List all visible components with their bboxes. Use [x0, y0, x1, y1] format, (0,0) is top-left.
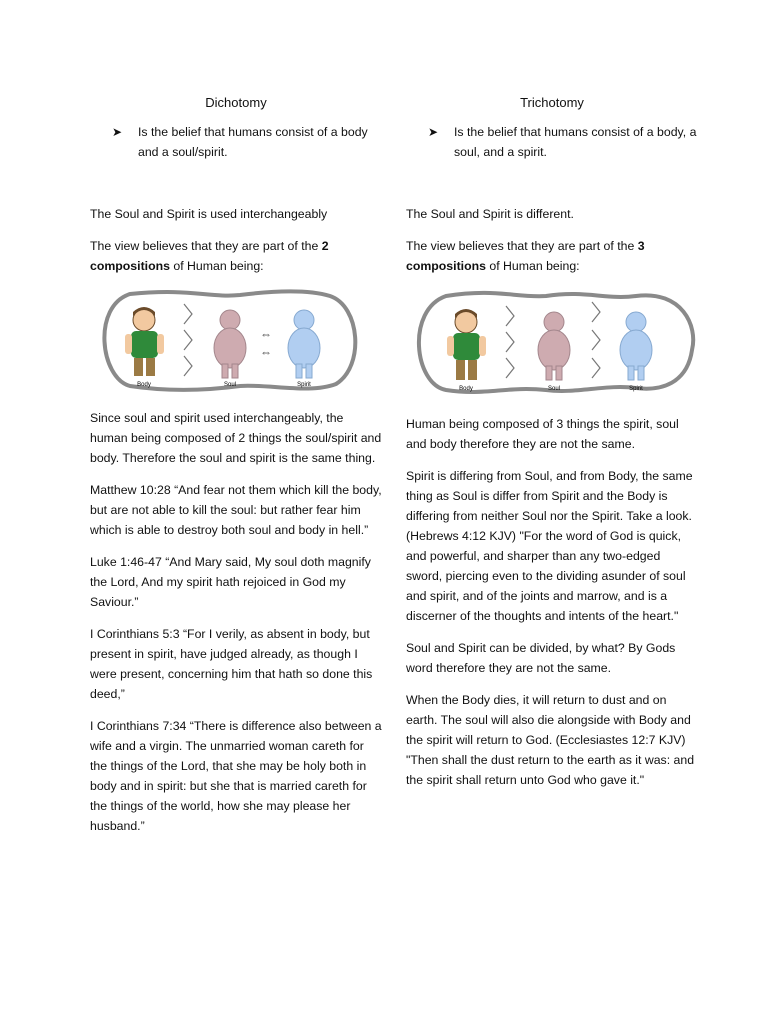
dichotomy-paragraph: Since soul and spirit used interchangeably, the human being composed of 2 things the soul/spirit and body. Therefore the soul and spirit is the same thing. [90, 411, 382, 465]
dichotomy-composition-statement [90, 236, 382, 276]
trichotomy-paragraph: Soul and Spirit can be divided, by what? By Gods word therefore they are not the same. [406, 641, 676, 675]
double-arrow-icon: ⇔ [260, 345, 272, 359]
trichotomy-composition-statement [406, 236, 698, 276]
dichotomy-lead: The Soul and Spirit is used interchangeably [90, 207, 328, 221]
dichotomy-paragraph: Luke 1:46-47 “And Mary said, My soul doth magnify the Lord, And my spirit hath rejoiced in God my Saviour.” [90, 555, 371, 609]
dichotomy-definition [112, 122, 382, 162]
soul-label: Soul [547, 386, 561, 392]
body-label: Body [459, 386, 473, 392]
dichotomy-definition-text: Is the belief that humans consist of a body and a soul/spirit. [138, 125, 368, 159]
spirit-label: Spirit [629, 386, 643, 392]
trichotomy-figure [406, 286, 698, 400]
spirit-label: Spirit [297, 382, 311, 388]
arrow-bullet-icon: ➤ [112, 125, 123, 139]
statement-part: of Human being: [169, 259, 264, 273]
statement-emphasis: 3 compositions [406, 239, 645, 273]
trichotomy-definition [428, 122, 698, 162]
double-arrow-icon: ⇔ [260, 327, 272, 341]
dichotomy-figure [90, 286, 366, 394]
soul-label: Soul [223, 382, 237, 388]
dichotomy-paragraph: I Corinthians 7:34 “There is difference also between a wife and a virgin. The unmarried woman careth for the things of the Lord, that she may be holy both in body and in spirit: but she that is married careth for the things of the world, how she may please her husband.” [90, 719, 382, 833]
statement-part: The view believes that they are part of the [406, 239, 638, 253]
trichotomy-definition-text: Is the belief that humans consist of a body, a soul, and a spirit. [454, 125, 697, 159]
trichotomy-paragraph: When the Body dies, it will return to dust and on earth. The soul will also die alongside with Body and the spirit will return to God. (Ecclesiastes 12:7 KJV) "Then shall the dust return to the earth as it was: and the spirit shall return unto God who gave it." [406, 693, 695, 787]
trichotomy-lead: The Soul and Spirit is different. [406, 207, 574, 221]
trichotomy-heading: Trichotomy [520, 95, 584, 110]
dichotomy-column [90, 92, 382, 836]
arrow-bullet-icon: ➤ [428, 125, 439, 139]
trichotomy-paragraph: Spirit is differing from Soul, and from Body, the same thing as Soul is differ from Spirit and the Body is differing from neither Soul nor the Spirit. Take a look. (Hebrews 4:12 KJV) "For the word of God is quick, and powerful, and sharper than any two-edged sword, piercing even to the dividing asunder of soul and spirit, and of the joints and marrow, and is a discerner of the thoughts and intents of the heart." [406, 469, 693, 623]
statement-emphasis: 2 compositions [90, 239, 329, 273]
statement-part: The view believes that they are part of the [90, 239, 322, 253]
body-label: Body [137, 382, 151, 388]
dichotomy-paragraph: Matthew 10:28 “And fear not them which kill the body, but are not able to kill the soul: but rather fear him which is able to destroy both soul and body in hell.” [90, 483, 382, 537]
dichotomy-heading: Dichotomy [205, 95, 267, 110]
statement-part: of Human being: [485, 259, 580, 273]
trichotomy-paragraph: Human being composed of 3 things the spirit, soul and body therefore they are not the same. [406, 417, 679, 451]
dichotomy-paragraph: I Corinthians 5:3 “For I verily, as absent in body, but present in spirit, have judged already, as though I were present, concerning him that hath so done this deed,” [90, 627, 373, 701]
trichotomy-column [406, 92, 698, 790]
